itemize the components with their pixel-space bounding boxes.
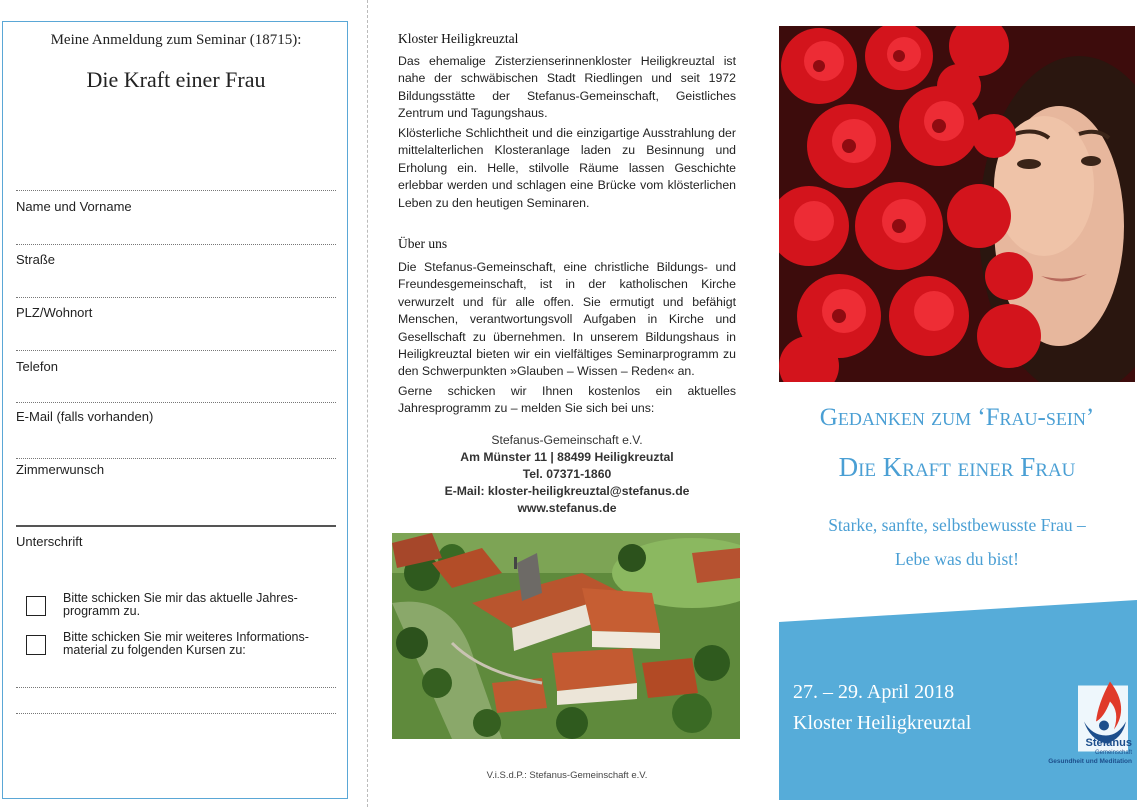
fold-line <box>367 0 368 807</box>
annual-program-checkbox-label: Bitte schicken Sie mir das aktuelle Jahres-programm zu. <box>63 591 298 618</box>
divider <box>16 190 336 191</box>
cover-photo-woman-with-flowers <box>779 26 1135 382</box>
courses-input-line-2[interactable] <box>16 713 336 714</box>
logo-subtitle: Gemeinschaft <box>1094 750 1132 756</box>
field-label-name: Name und Vorname <box>16 199 132 214</box>
contact-phone: Tel. 07371-1860 <box>522 467 612 481</box>
tagline-line-2: Lebe was du bist! <box>895 549 1019 569</box>
form-title: Meine Anmeldung zum Seminar (18715): <box>50 32 302 48</box>
tagline-line-1: Starke, sanfte, selbstbewusste Frau – <box>828 515 1086 535</box>
name-input-line[interactable] <box>16 244 336 245</box>
contact-address: Am Münster 11 | 88499 Heiligkreuztal <box>460 450 674 464</box>
contact-org: Stefanus-Gemeinschaft e.V. <box>491 433 643 447</box>
email-input-line[interactable] <box>16 458 336 459</box>
legal-imprint: V.i.S.d.P.: Stefanus-Gemeinschaft e.V. <box>486 770 648 781</box>
field-label-room: Zimmerwunsch <box>16 462 105 477</box>
event-date: 27. – 29. April 2018 <box>793 681 955 703</box>
field-label-phone: Telefon <box>16 359 58 374</box>
logo-wordmark: Stefanus <box>1085 737 1132 749</box>
annual-program-checkbox[interactable] <box>26 596 46 616</box>
section-heading-kloster: Kloster Heiligkreuztal <box>398 31 519 46</box>
form-seminar-title: Die Kraft einer Frau <box>86 67 266 92</box>
seminar-theme-heading: Gedanken zum ‘Frau-sein’ <box>819 404 1095 431</box>
kloster-paragraph-1: Das ehemalige Zisterzienserinnenkloster Heiligkreuztal ist nahe der schwäbischen Stadt Riedlingen und seit 1972 Bildungsstätte der Stefanus-Gemeinschaft, Geistliches Zentrum und Tagungshaus. <box>398 54 736 121</box>
contact-email[interactable]: E-Mail: kloster-heiligkreuztal@stefanus.de <box>444 484 690 498</box>
event-location: Kloster Heiligkreuztal <box>793 712 972 734</box>
section-heading-about: Über uns <box>398 236 448 251</box>
kloster-paragraph-2: Klösterliche Schlichtheit und die einzigartige Ausstrahlung der mittelalterlichen Klosteranlage laden zu Besinnung und Erholung ein. Helle, stilvolle Räume lassen Geschichte erlebbar werden und schlagen eine Brücke vom klösterlichen Leben zu den heutigen Seminaren. <box>398 126 736 210</box>
field-label-email: E-Mail (falls vorhanden) <box>16 409 154 424</box>
signature-line[interactable] <box>16 525 336 527</box>
logo-claim: Gesundheit und Meditation <box>1048 758 1132 765</box>
about-paragraph-2: Gerne schicken wir Ihnen kostenlos ein aktuelles Jahresprogramm zu – melden Sie sich bei uns: <box>398 384 736 416</box>
monastery-aerial-photo <box>392 533 740 739</box>
contact-website[interactable]: www.stefanus.de <box>517 501 617 515</box>
more-info-checkbox-label: Bitte schicken Sie mir weiteres Informations-material zu folgenden Kursen zu: <box>63 630 309 657</box>
more-info-checkbox[interactable] <box>26 635 46 655</box>
phone-input-line[interactable] <box>16 402 336 403</box>
registration-form-panel <box>2 21 348 799</box>
field-label-street: Straße <box>16 252 56 267</box>
seminar-title-heading: Die Kraft einer Frau <box>838 452 1076 482</box>
field-label-city: PLZ/Wohnort <box>16 305 93 320</box>
street-input-line[interactable] <box>16 297 336 298</box>
contact-block <box>398 432 736 517</box>
field-label-signature: Unterschrift <box>16 534 83 549</box>
courses-input-line-1[interactable] <box>16 687 336 688</box>
about-paragraph-1: Die Stefanus-Gemeinschaft, eine christliche Bildungs- und Freundesgemeinschaft, ist in der katholischen Kirche verwurzelt und für alle offen. Sie ermutigt und befähigt Menschen, verantwortungsvoll Aufgaben in Kirche und Gesellschaft zu übernehmen. In unserem Bildungshaus in Heiligkreuztal bieten wir ein vielfältiges Seminarprogramm zu den Schwerpunkten »Glauben – Wissen – Reden« an. <box>398 260 736 379</box>
city-input-line[interactable] <box>16 350 336 351</box>
